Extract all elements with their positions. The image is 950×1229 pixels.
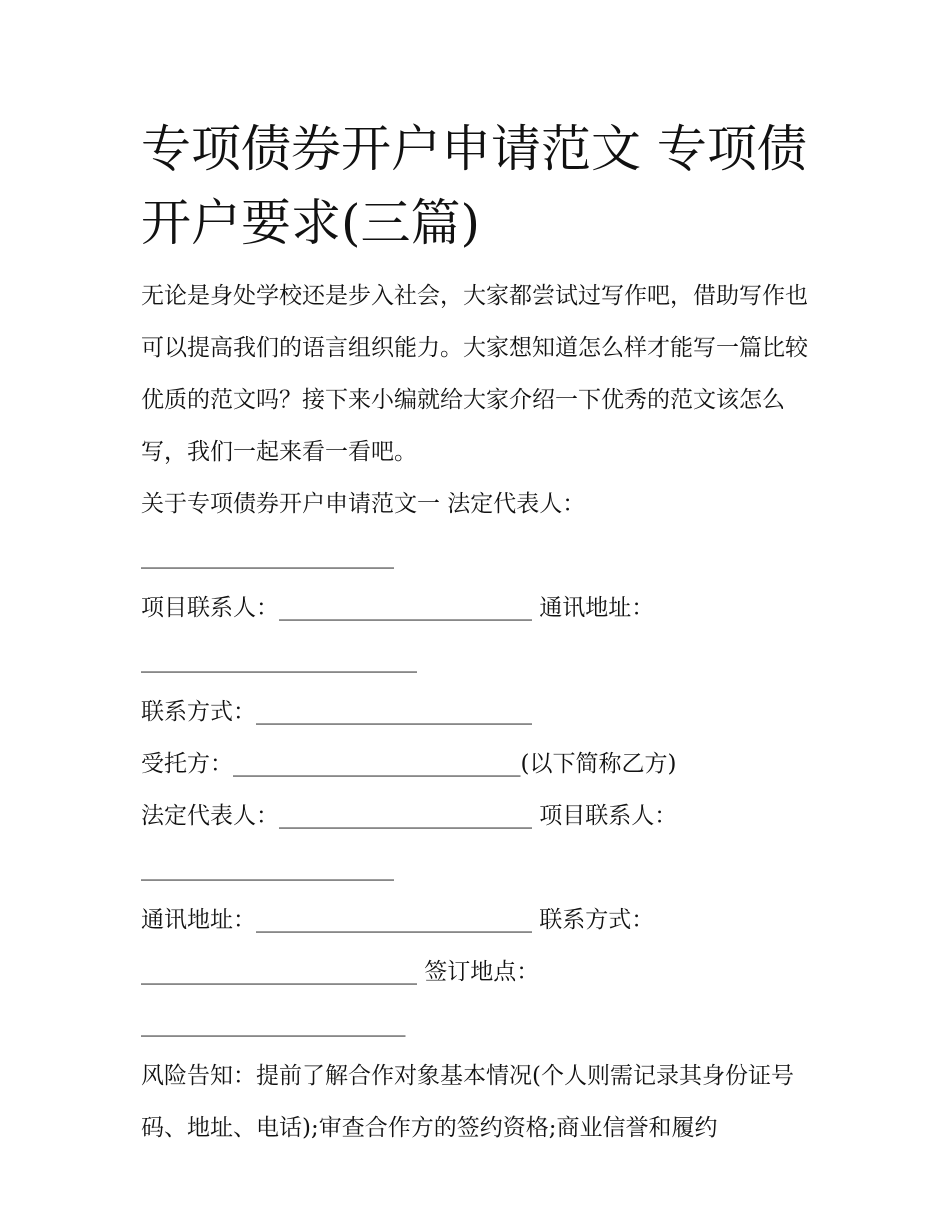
body-line-4: 受托方：_________________________(以下简称乙方) (141, 751, 677, 777)
blank-line-3: ______________________ (141, 855, 394, 881)
blank-line-1: ______________________ (141, 543, 394, 569)
document-page (141, 112, 821, 1154)
body-line-3: 联系方式：________________________ (141, 699, 532, 725)
intro-paragraph: 无论是身处学校还是步入社会，大家都尝试过写作吧，借助写作也可以提高我们的语言组织能力。大家想知道怎么样才能写一篇比较优质的范文吗？接下来小编就给大家介绍一下优秀的范文该怎么写，我们一起来看一看吧。 (141, 283, 808, 465)
body-line-7: ________________________ 签订地点： (141, 959, 540, 985)
blank-line-2: ________________________ (141, 647, 417, 673)
document-title: 专项债券开户申请范文 专项债开户要求(三篇) (141, 120, 807, 252)
blank-line-4: _______________________ (141, 1011, 406, 1037)
body-line-6: 通讯地址：________________________ 联系方式： (141, 907, 655, 933)
body-line-5: 法定代表人：______________________ 项目联系人： (141, 803, 678, 829)
body-line-2: 项目联系人：______________________ 通讯地址： (141, 595, 655, 621)
risk-paragraph: 风险告知：提前了解合作对象基本情况(个人则需记录其身份证号码、地址、电话);审查合作方的签约资格;商业信誉和履约 (141, 1063, 794, 1141)
body-line-1: 关于专项债券开户申请范文一 法定代表人： (141, 491, 586, 517)
